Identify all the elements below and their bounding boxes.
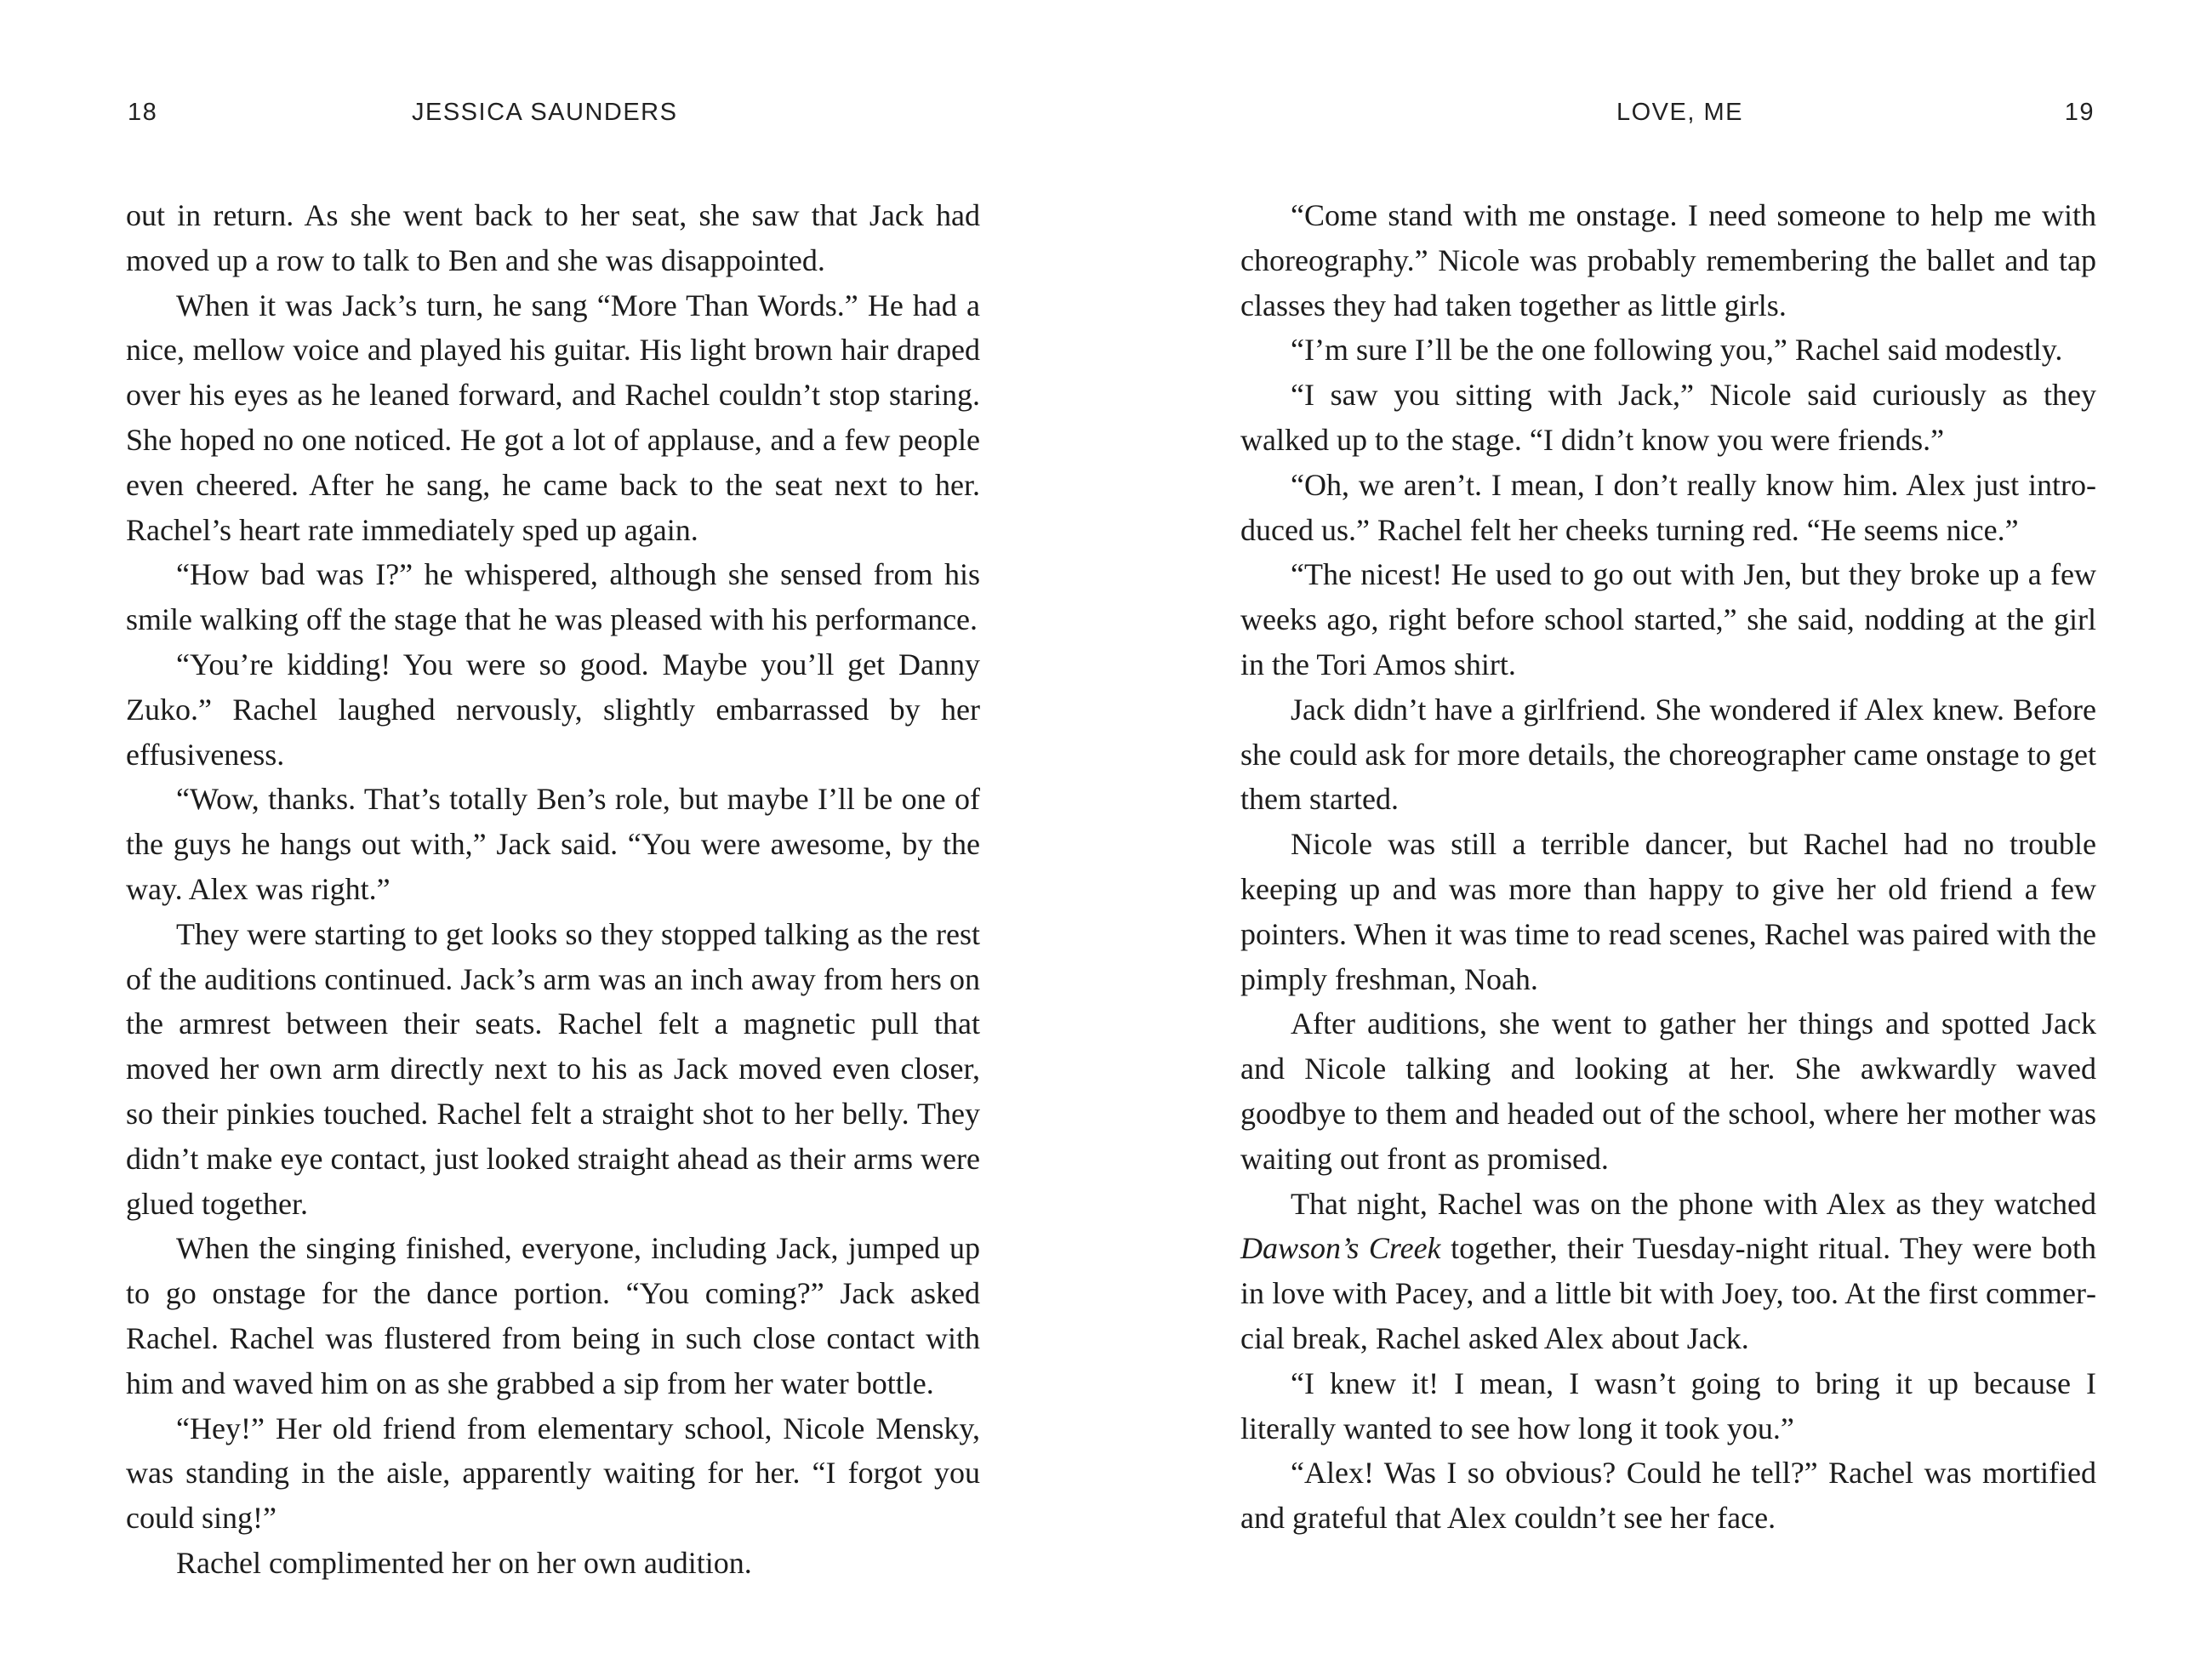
paragraph: out in return. As she went back to her seat, she saw that Jack had moved up a row to talk to Ben and she was disappointed. [126,198,980,277]
paragraph: “Come stand with me onstage. I need someone to help me with choreography.” Nicole was probably remembering the ballet and tap classes they had taken together as little girls. [1240,198,2096,322]
paragraph: “I knew it! I mean, I wasn’t going to bring it up because I literally wanted to see how long it took you.” [1240,1365,2096,1445]
page-number: 19 [2064,99,2095,126]
right-page [1240,0,2096,1659]
paragraph-text: together, their Tuesday-night ritual. They were both in love with Pacey, and a little bit with Joey, too. At the first commercial break, Rachel asked Alex about Jack. [1240,1231,2096,1355]
paragraph: Nicole was still a terrible dancer, but Rachel had no trouble keeping up and was more than happy to give her old friend a few pointers. When it was time to read scenes, Rachel was paired with the pimply freshman, Noah. [1240,827,2096,996]
paragraph: When it was Jack’s turn, he sang “More Than Words.” He had a nice, mellow voice and played his guitar. His light brown hair draped over his eyes as he leaned forward, and Rachel couldn’t stop staring. She hoped no one noticed. He got a lot of applause, and a few people even cheered. After he sang, he came back to the seat next to her. Rachel’s heart rate immediately sped up again. [126,288,980,547]
paragraph: Rachel complimented her on her own audition. [176,1545,752,1580]
paragraph: After auditions, she went to gather her things and spotted Jack and Nicole talking and looking at her. She awkwardly waved goodbye to them and headed out of the school, where her mother was waiting out front as promised. [1240,1006,2096,1176]
paragraph: “Hey!” Her old friend from elementary school, Nicole Mensky, was standing in the aisle, apparently waiting for her. “I forgot you could sing!” [126,1411,980,1536]
page-number: 18 [128,99,158,126]
paragraph: “How bad was I?” he whispered, although she sensed from his smile walking off the stage that he was pleased with his performance. [126,557,980,637]
paragraph: “You’re kidding! You were so good. Maybe you’ll get Danny Zuko.” Rachel laughed nervously, slightly embarrassed by her effusiveness. [126,647,980,772]
paragraph-text: That night, Rachel was on the phone with Alex as they watched [1291,1186,2096,1221]
paragraph: “Alex! Was I so obvious? Could he tell?” Rachel was mortified and grateful that Alex couldn’t see her face. [1240,1456,2096,1536]
paragraph: “I’m sure I’ll be the one following you,” Rachel said modestly. [1291,333,2063,368]
left-page [126,0,980,1659]
paragraph: “Wow, thanks. That’s totally Ben’s role, but maybe I’ll be one of the guys he hangs out with,” Jack said. “You were awesome, by the way. Alex was right.” [126,782,980,906]
left-running-head [126,95,980,129]
paragraph: “I saw you sitting with Jack,” Nicole said curiously as they walked up to the stage. “I didn’t know you were friends.” [1240,378,2096,457]
paragraph: When the singing finished, everyone, including Jack, jumped up to go onstage for the dance portion. “You coming?” Jack asked Rachel. Rachel was flustered from being in such close contact with him and waved him on as she grabbed a sip from her water bottle. [126,1231,980,1400]
paragraph: “The nicest! He used to go out with Jen, but they broke up a few weeks ago, right before school started,” she said, nodding at the girl in the Tori Amos shirt. [1240,557,2096,681]
paragraph: “Oh, we aren’t. I mean, I don’t really know him. Alex just introduced us.” Rachel felt her cheeks turning red. “He seems nice.” [1240,467,2096,547]
right-running-head [1240,95,2096,129]
author-running-head: JESSICA SAUNDERS [412,99,678,126]
right-body-text [1240,193,2096,1541]
book-title-running-head: LOVE, ME [1616,99,1743,126]
show-title: Dawson’s Creek [1240,1231,1441,1266]
paragraph: They were starting to get looks so they stopped talking as the rest of the auditions continued. Jack’s arm was an inch away from hers on the armrest between their seats. Rachel felt a magnetic pull that moved her own arm directly next to his as Jack moved even closer, so their pinkies touched. Rachel felt a straight shot to her belly. They didn’t make eye contact, just looked straight ahead as their arms were glued together. [126,916,980,1221]
paragraph: Jack didn’t have a girlfriend. She wondered if Alex knew. Before she could ask for more details, the choreographer came onstage to get them started. [1240,692,2096,817]
paragraph [1240,1182,2096,1361]
left-body-text [126,193,980,1586]
